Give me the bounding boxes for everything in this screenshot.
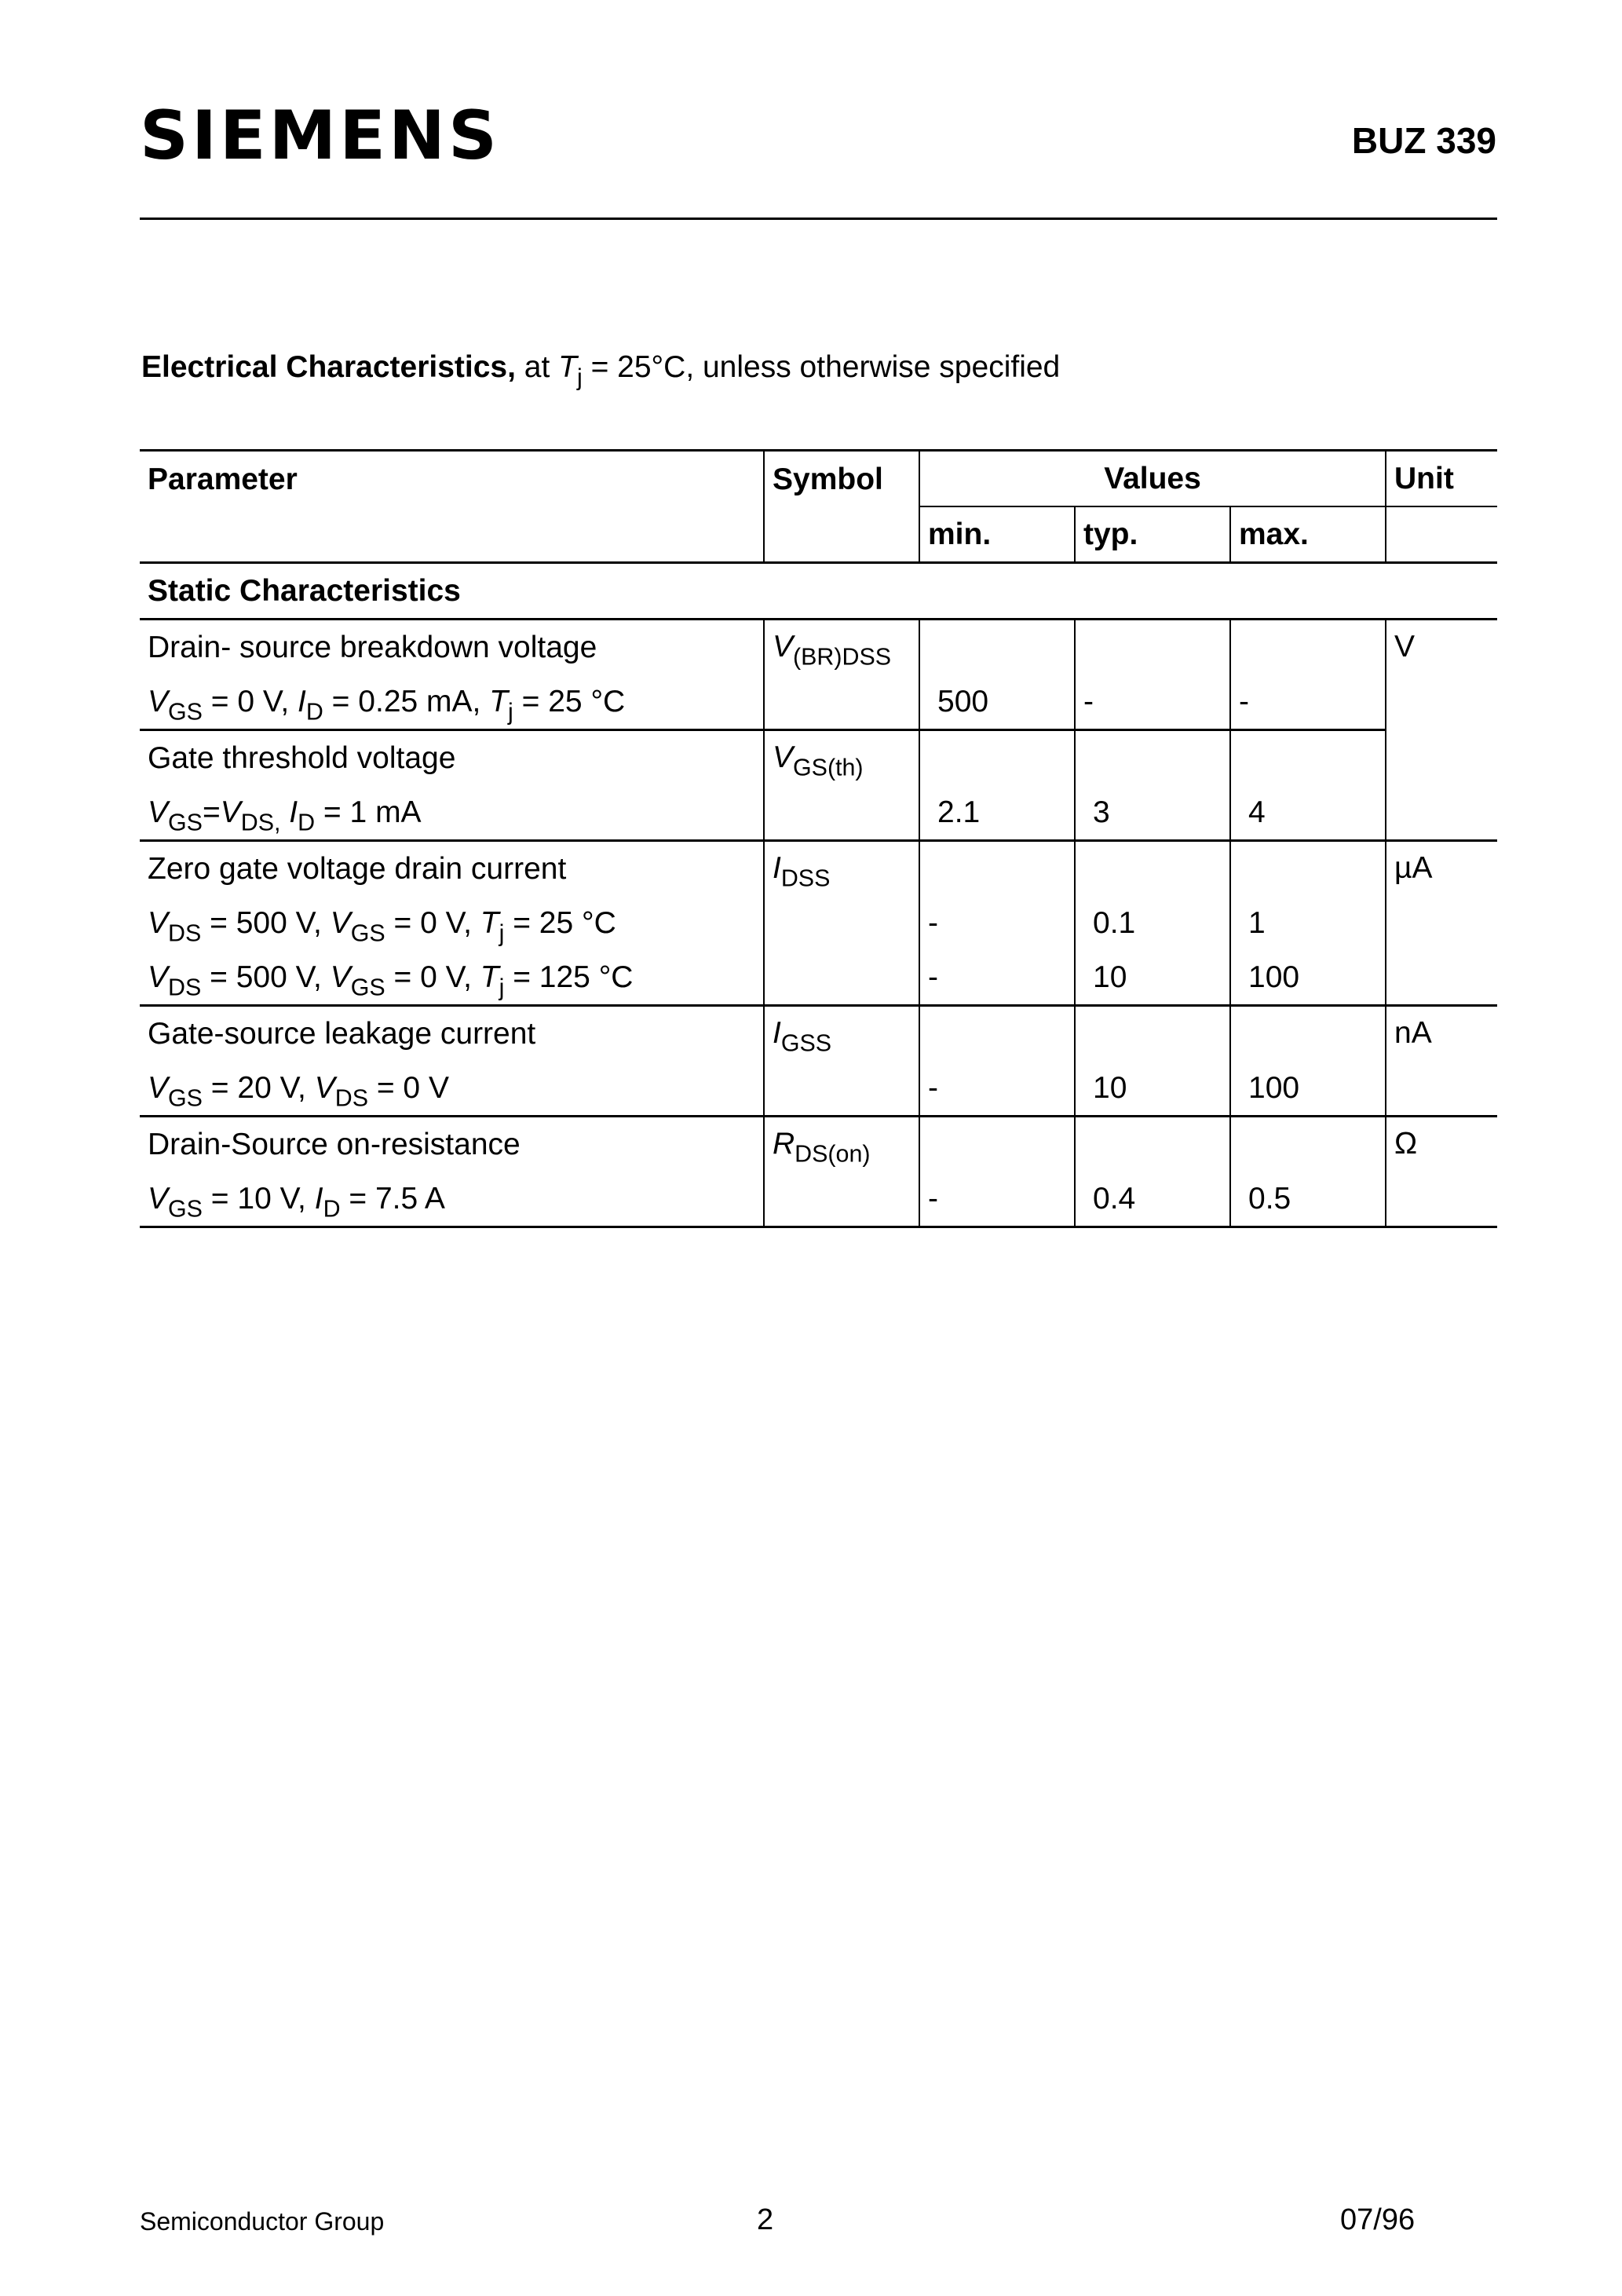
symbol-sub: GS(th) [793,754,864,781]
param-name: Gate threshold voltage [148,741,456,775]
param-name: Zero gate voltage drain current [148,852,567,886]
max-blank [1230,1006,1386,1062]
cond-var: I [289,795,298,829]
max-blank [1230,841,1386,897]
unit-cell: nA [1386,1006,1497,1117]
cond-text: = 500 V, [201,960,331,994]
min-value: 500 [919,675,1075,730]
header-min: min. [919,506,1075,563]
param-symbol [764,730,919,841]
header-values: Values [919,451,1386,507]
param-condition [140,785,764,841]
cond-var: V [148,960,169,994]
typ-blank [1075,620,1230,675]
cond-var: I [298,685,306,718]
cond-var: V [148,906,169,940]
typ-value: - [1075,675,1230,730]
cond-text: = 0 V, [202,685,298,718]
typ-blank [1075,730,1230,786]
cond-sub: GS [168,809,203,836]
table-row [140,1006,1497,1062]
footer-date: 07/96 [1340,2203,1416,2236]
typ-value: 3 [1075,785,1230,841]
max-value: 100 [1230,950,1386,1006]
cond-text: = 25 °C [513,685,626,718]
param-name: Gate-source leakage current [148,1017,536,1051]
param-symbol [764,841,919,1006]
cond-var: V [148,795,169,829]
cond-sub: GS [168,1084,203,1112]
title-prefix: at [515,350,559,384]
max-blank [1230,1117,1386,1172]
cond-var: T [480,906,499,940]
cond-sub: D [305,698,323,726]
header-parameter: Parameter [140,451,764,563]
cond-text: = 0 V [367,1071,449,1105]
unit-cell: V [1386,620,1497,841]
header-symbol: Symbol [764,451,919,563]
title-symbol: T [558,350,577,384]
min-blank [919,730,1075,786]
min-blank [919,1006,1075,1062]
min-value: - [919,1061,1075,1117]
min-blank [919,1117,1075,1172]
symbol-sub: DS(on) [795,1140,871,1168]
param-symbol [764,620,919,730]
symbol-letter: R [773,1127,795,1161]
typ-value: 0.4 [1075,1172,1230,1227]
cond-text: = 7.5 A [340,1182,445,1216]
min-blank [919,620,1075,675]
symbol-letter: I [773,851,781,885]
footer-group: Semiconductor Group [140,2207,385,2236]
min-value: - [919,950,1075,1006]
header-rule [140,218,1497,220]
page-number: 2 [757,2203,774,2236]
table-row [140,841,1497,897]
typ-blank [1075,841,1230,897]
cond-sub: GS [168,1195,203,1223]
param-name: Drain- source breakdown voltage [148,631,597,664]
max-value: 4 [1230,785,1386,841]
max-value: - [1230,675,1386,730]
cond-var: V [330,906,351,940]
header-typ: typ. [1075,506,1230,563]
unit-cell: µA [1386,841,1497,1006]
max-value: 1 [1230,896,1386,950]
title-rest: = 25°C, unless otherwise specified [582,350,1061,384]
param-condition [140,1061,764,1117]
cond-var: V [148,1182,169,1216]
header-max: max. [1230,506,1386,563]
typ-value: 10 [1075,1061,1230,1117]
cond-var: T [489,685,509,718]
cond-sub: DS [168,919,202,947]
typ-blank [1075,1006,1230,1062]
header-unit-blank [1386,506,1497,563]
cond-sub: DS, [240,809,281,836]
cond-text: = 10 V, [202,1182,315,1216]
cond-var: V [148,1071,169,1105]
symbol-sub: GSS [780,1029,832,1057]
param-name: Drain-Source on-resistance [148,1128,521,1161]
symbol-letter: V [773,740,794,774]
title-symbol-sub: j [576,364,583,391]
unit-cell: Ω [1386,1117,1497,1227]
cond-sub: DS [168,974,202,1001]
table-row [140,1117,1497,1172]
symbol-letter: V [773,630,794,664]
cond-text: = 25 °C [504,906,616,940]
cond-sub: DS [334,1084,368,1112]
param-symbol [764,1006,919,1117]
cond-var: V [148,685,169,718]
cond-text: = 500 V, [201,906,331,940]
min-value: - [919,896,1075,950]
typ-value: 0.1 [1075,896,1230,950]
cond-sub: GS [350,919,385,947]
electrical-characteristics-table [140,449,1497,1228]
cond-var: V [220,795,241,829]
table-row [140,620,1497,675]
section-title [141,350,1061,391]
min-value: - [919,1172,1075,1227]
cond-var: I [314,1182,323,1216]
max-blank [1230,730,1386,786]
cond-text: = 1 mA [315,795,422,829]
cond-text [280,795,289,829]
cond-var: V [330,960,351,994]
header-row-1 [140,451,1497,507]
param-condition [140,675,764,730]
cond-var: T [480,960,499,994]
cond-sub: j [499,974,505,1001]
param-condition [140,1172,764,1227]
cond-sub: j [508,698,513,726]
cond-text: = 0.25 mA, [323,685,490,718]
section-row [140,563,1497,620]
max-value: 0.5 [1230,1172,1386,1227]
cond-text: = 20 V, [202,1071,315,1105]
cond-sub: j [499,919,505,947]
typ-value: 10 [1075,950,1230,1006]
cond-text: = [202,795,221,829]
symbol-letter: I [773,1016,781,1050]
min-blank [919,841,1075,897]
cond-text: = 0 V, [385,960,480,994]
cond-sub: D [298,809,316,836]
param-condition [140,896,764,950]
header-unit: Unit [1386,451,1497,507]
cond-text: = 125 °C [504,960,634,994]
siemens-logo: SIEMENS [140,97,500,175]
symbol-sub: DSS [780,865,831,892]
part-number: BUZ 339 [1351,120,1496,161]
cond-sub: GS [350,974,385,1001]
min-value: 2.1 [919,785,1075,841]
typ-blank [1075,1117,1230,1172]
cond-text: = 0 V, [385,906,480,940]
param-condition [140,950,764,1006]
cond-var: V [314,1071,335,1105]
symbol-sub: (BR)DSS [793,643,892,671]
param-symbol [764,1117,919,1227]
section-static-characteristics: Static Characteristics [140,563,1497,620]
max-value: 100 [1230,1061,1386,1117]
cond-sub: D [323,1195,341,1223]
cond-sub: GS [168,698,203,726]
title-bold: Electrical Characteristics, [141,350,516,384]
max-blank [1230,620,1386,675]
table-row [140,730,1497,786]
